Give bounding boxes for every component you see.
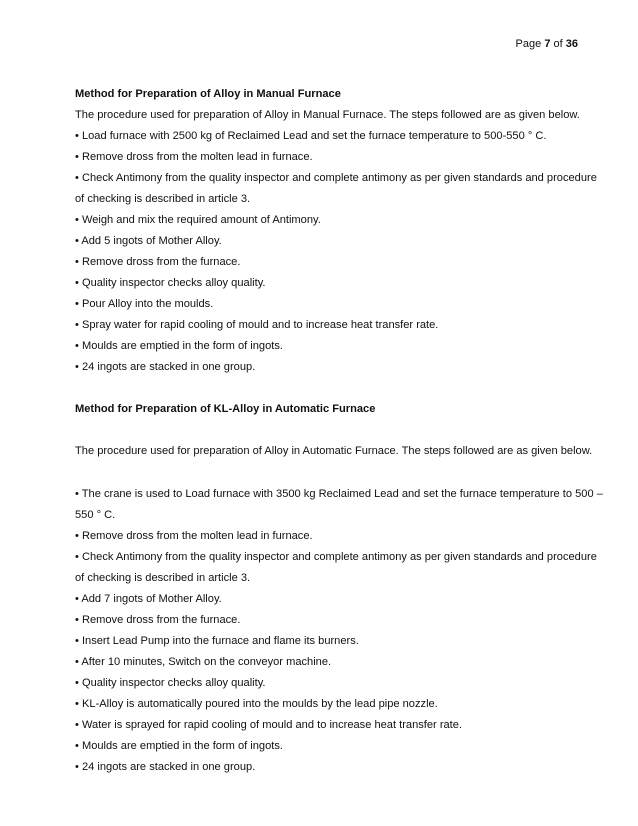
list-item: • Check Antimony from the quality inspector and complete antimony as per given standards and procedure	[75, 551, 597, 563]
page-label: Page	[515, 38, 542, 50]
list-item: • KL-Alloy is automatically poured into the moulds by the lead pipe nozzle.	[75, 698, 438, 710]
list-item: 550 ° C.	[75, 509, 116, 521]
section-heading-automatic: Method for Preparation of KL-Alloy in Automatic Furnace	[75, 403, 376, 415]
list-item: • Spray water for rapid cooling of mould and to increase heat transfer rate.	[75, 319, 439, 331]
list-item: • 24 ingots are stacked in one group.	[75, 361, 256, 373]
list-item: • Remove dross from the molten lead in furnace.	[75, 151, 313, 163]
section-intro-automatic: The procedure used for preparation of Alloy in Automatic Furnace. The steps followed are as given below.	[75, 445, 593, 457]
list-item: • Check Antimony from the quality inspector and complete antimony as per given standards and procedure	[75, 172, 597, 184]
list-item: • Remove dross from the molten lead in furnace.	[75, 530, 313, 542]
list-item: • Pour Alloy into the moulds.	[75, 298, 214, 310]
list-item: • Remove dross from the furnace.	[75, 614, 241, 626]
list-item: • Water is sprayed for rapid cooling of mould and to increase heat transfer rate.	[75, 719, 463, 731]
list-item: • 24 ingots are stacked in one group.	[75, 761, 256, 773]
list-item: • Quality inspector checks alloy quality.	[75, 677, 266, 689]
list-item: • Moulds are emptied in the form of ingots.	[75, 740, 283, 752]
list-item: • Add 7 ingots of Mother Alloy.	[75, 593, 222, 605]
list-item: of checking is described in article 3.	[75, 572, 251, 584]
list-item: • Quality inspector checks alloy quality.	[75, 277, 266, 289]
section-heading-manual: Method for Preparation of Alloy in Manual Furnace	[75, 88, 341, 100]
list-item: • Moulds are emptied in the form of ingots.	[75, 340, 283, 352]
list-item: • Weigh and mix the required amount of Antimony.	[75, 214, 321, 226]
list-item: • Insert Lead Pump into the furnace and flame its burners.	[75, 635, 359, 647]
list-item: • The crane is used to Load furnace with 3500 kg Reclaimed Lead and set the furnace temperature to 500 –	[75, 488, 603, 500]
list-item: • Add 5 ingots of Mother Alloy.	[75, 235, 222, 247]
section-intro-manual: The procedure used for preparation of Alloy in Manual Furnace. The steps followed are as given below.	[75, 109, 580, 121]
of-label: of	[553, 38, 563, 50]
list-item: of checking is described in article 3.	[75, 193, 251, 205]
list-item: • Load furnace with 2500 kg of Reclaimed Lead and set the furnace temperature to 500-550 ° C.	[75, 130, 547, 142]
page-number: 7	[544, 38, 551, 50]
total-pages: 36	[565, 38, 578, 50]
list-item: • After 10 minutes, Switch on the conveyor machine.	[75, 656, 332, 668]
list-item: • Remove dross from the furnace.	[75, 256, 241, 268]
page-header	[516, 38, 578, 50]
